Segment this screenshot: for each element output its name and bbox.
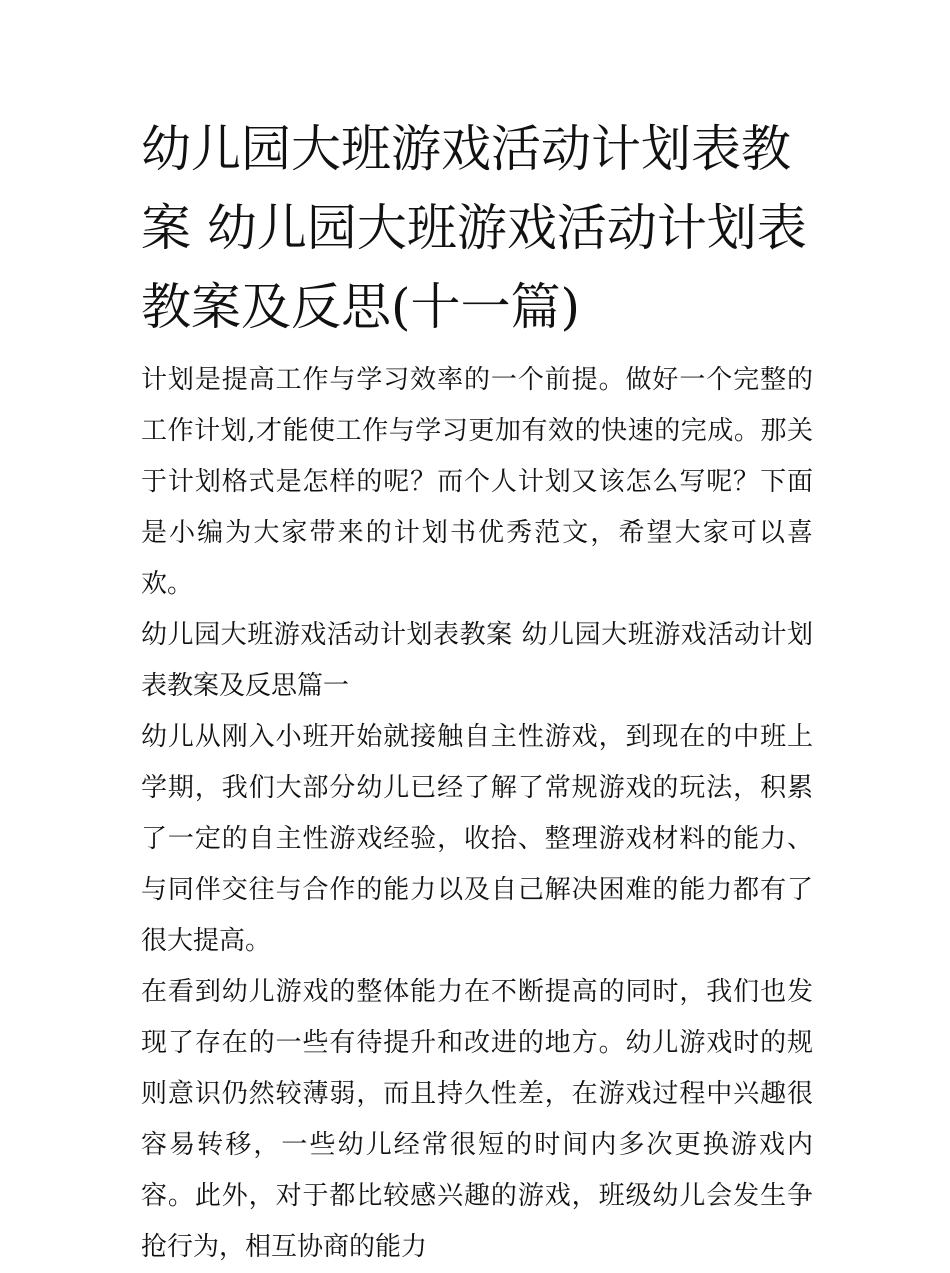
intro-paragraph: 计划是提高工作与学习效率的一个前提。做好一个完整的工作计划,才能使工作与学习更加有效的快速的完成。那关于计划格式是怎样的呢？而个人计划又该怎么写呢？下面是小编为大家带来的计划书优秀范文，希望大家可以喜欢。 bbox=[141, 365, 813, 599]
document-body bbox=[141, 355, 813, 1273]
body-paragraph: 在看到幼儿游戏的整体能力在不断提高的同时，我们也发现了存在的一些有待提升和改进的地方。幼儿游戏时的规则意识仍然较薄弱，而且持久性差，在游戏过程中兴趣很容易转移，一些幼儿经常很短的时间内多次更换游戏内容。此外，对于都比较感兴趣的游戏，班级幼儿会发生争抢行为，相互协商的能力 bbox=[141, 977, 813, 1262]
document-title: 幼儿园大班游戏活动计划表教案 幼儿园大班游戏活动计划表教案及反思(十一篇) bbox=[141, 120, 807, 336]
document-page bbox=[141, 110, 813, 1273]
body-paragraph: 幼儿从刚入小班开始就接触自主性游戏，到现在的中班上学期，我们大部分幼儿已经了解了常规游戏的玩法，积累了一定的自主性游戏经验，收拾、整理游戏材料的能力、与同伴交往与合作的能力以及自己解决困难的能力都有了很大提高。 bbox=[141, 722, 813, 956]
section-heading: 幼儿园大班游戏活动计划表教案 幼儿园大班游戏活动计划表教案及反思篇一 bbox=[141, 620, 813, 701]
